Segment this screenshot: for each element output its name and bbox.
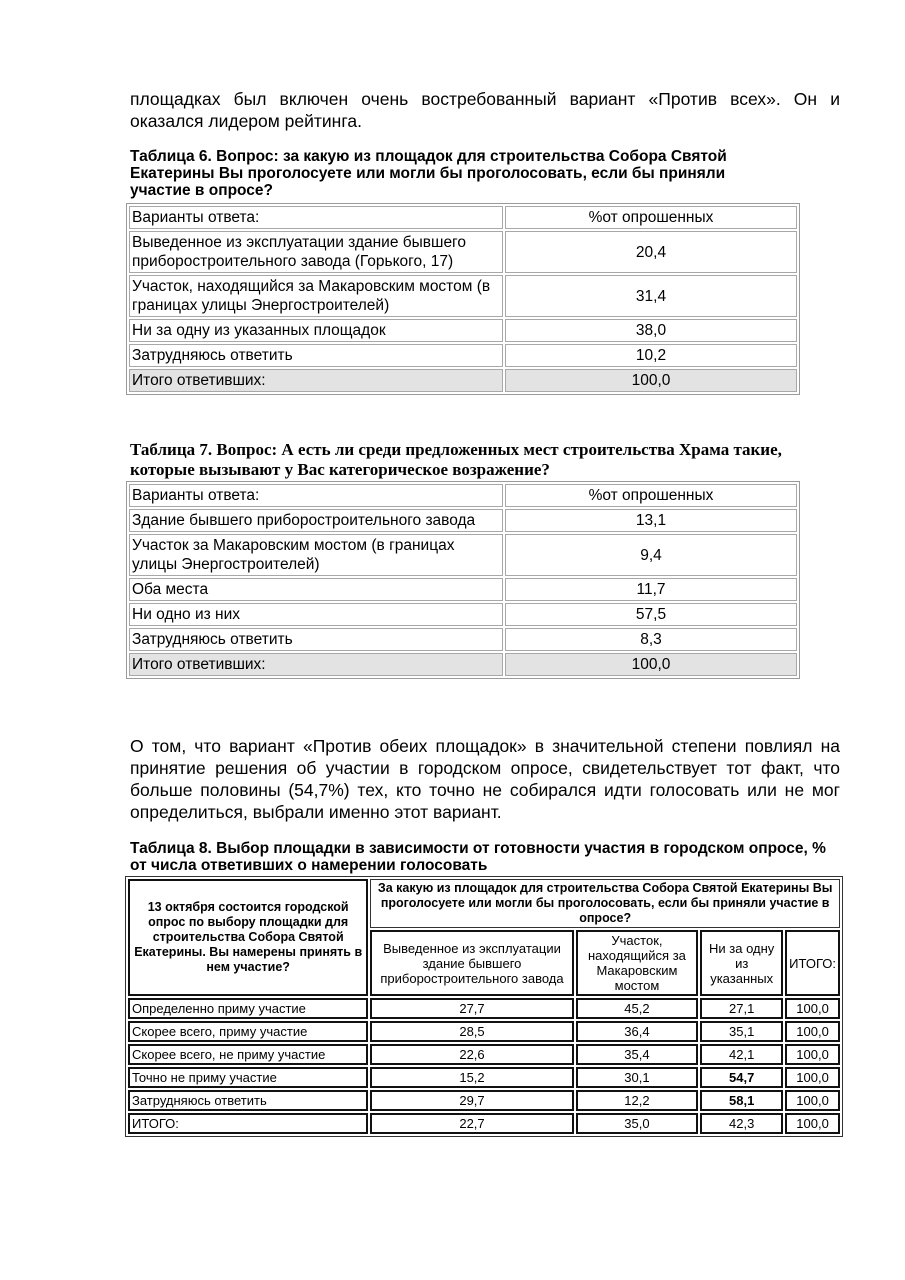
row-value: 8,3 — [505, 628, 797, 651]
table-cell: 29,7 — [370, 1090, 573, 1111]
table-cell: 35,1 — [700, 1021, 783, 1042]
row-value: 38,0 — [505, 319, 797, 342]
row-value: 11,7 — [505, 578, 797, 601]
row-value: 10,2 — [505, 344, 797, 367]
table-row — [128, 1090, 840, 1111]
table8-caption: Таблица 8. Выбор площадки в зависимости от готовности участия в городском опросе, % от числа ответивших о намерении голосовать — [130, 840, 826, 874]
total-label: ИТОГО: — [128, 1113, 368, 1134]
table-total-row — [129, 369, 797, 392]
table-row — [129, 628, 797, 651]
header-cell: %от опрошенных — [505, 484, 797, 507]
row-header-cell: 13 октября состоится городской опрос по выбору площадки для строительства Собора Святой Екатерины. Вы намерены принять в нем участие? — [128, 879, 368, 996]
header-cell: Варианты ответа: — [129, 206, 503, 229]
table-cell: 45,2 — [576, 998, 699, 1019]
row-label: Скорее всего, приму участие — [128, 1021, 368, 1042]
table6 — [126, 203, 800, 395]
table-row — [129, 509, 797, 532]
row-value: 57,5 — [505, 603, 797, 626]
row-value: 31,4 — [505, 275, 797, 317]
table-cell: 100,0 — [785, 1067, 840, 1088]
column-header: ИТОГО: — [785, 930, 840, 996]
table7-caption: Таблица 7. Вопрос: А есть ли среди предложенных мест строительства Храма такие, которые вызывают у Вас категорическое возражение? — [130, 440, 782, 479]
table-row — [129, 578, 797, 601]
total-cell: 22,7 — [370, 1113, 573, 1134]
middle-paragraph: О том, что вариант «Против обеих площадок» в значительной степени повлиял на принятие решения об участии в городском опросе, свидетельствует тот факт, что больше половины (54,7%) тех, кто точно не собирался идти голосовать или не мог определиться, выбрали именно этот вариант. — [130, 736, 840, 822]
row-label: Здание бывшего приборостроительного завода — [129, 509, 503, 532]
table-cell: 22,6 — [370, 1044, 573, 1065]
total-value: 100,0 — [505, 369, 797, 392]
total-cell: 35,0 — [576, 1113, 699, 1134]
table-row — [128, 998, 840, 1019]
header-cell: %от опрошенных — [505, 206, 797, 229]
table-cell: 36,4 — [576, 1021, 699, 1042]
total-cell: 42,3 — [700, 1113, 783, 1134]
total-label: Итого ответивших: — [129, 369, 503, 392]
row-label: Ни одно из них — [129, 603, 503, 626]
table-cell: 12,2 — [576, 1090, 699, 1111]
table-cell: 100,0 — [785, 1021, 840, 1042]
table-cell-highlight: 58,1 — [700, 1090, 783, 1111]
table7 — [126, 481, 800, 679]
table6-caption: Таблица 6. Вопрос: за какую из площадок для строительства Собора Святой Екатерины Вы проголосуете или могли бы проголосовать, если бы приняли участие в опросе? — [130, 148, 727, 199]
row-label: Затрудняюсь ответить — [128, 1090, 368, 1111]
table-cell: 30,1 — [576, 1067, 699, 1088]
table-cell: 27,1 — [700, 998, 783, 1019]
table-total-row — [128, 1113, 840, 1134]
table-cell: 100,0 — [785, 998, 840, 1019]
row-label: Точно не приму участие — [128, 1067, 368, 1088]
row-label: Скорее всего, не приму участие — [128, 1044, 368, 1065]
column-header: Участок, находящийся за Макаровским мостом — [576, 930, 699, 996]
row-value: 9,4 — [505, 534, 797, 576]
table-total-row — [129, 653, 797, 676]
table-cell: 28,5 — [370, 1021, 573, 1042]
table-row — [128, 1044, 840, 1065]
table-cell: 100,0 — [785, 1090, 840, 1111]
row-label: Затрудняюсь ответить — [129, 628, 503, 651]
header-cell: Варианты ответа: — [129, 484, 503, 507]
column-header: Ни за одну из указанных — [700, 930, 783, 996]
row-label: Затрудняюсь ответить — [129, 344, 503, 367]
total-cell: 100,0 — [785, 1113, 840, 1134]
table-header-row — [129, 484, 797, 507]
table-row — [129, 344, 797, 367]
table-row — [128, 1021, 840, 1042]
table-cell-highlight: 54,7 — [700, 1067, 783, 1088]
row-value: 13,1 — [505, 509, 797, 532]
table-cell: 15,2 — [370, 1067, 573, 1088]
table-cell: 35,4 — [576, 1044, 699, 1065]
table-row — [129, 534, 797, 576]
table-row — [129, 603, 797, 626]
table-header-row — [128, 879, 840, 928]
column-header: Выведенное из эксплуатации здание бывшего приборостроительного завода — [370, 930, 573, 996]
row-label: Оба места — [129, 578, 503, 601]
table-row — [129, 231, 797, 273]
table-cell: 100,0 — [785, 1044, 840, 1065]
intro-paragraph: площадках был включен очень востребованный вариант «Против всех». Он и оказался лидером рейтинга. — [130, 89, 840, 131]
row-label: Участок, находящийся за Макаровским мостом (в границах улицы Энергостроителей) — [129, 275, 503, 317]
row-label: Ни за одну из указанных площадок — [129, 319, 503, 342]
table-row — [129, 275, 797, 317]
table-row — [129, 319, 797, 342]
total-value: 100,0 — [505, 653, 797, 676]
table-cell: 42,1 — [700, 1044, 783, 1065]
table-header-row — [129, 206, 797, 229]
table-cell: 27,7 — [370, 998, 573, 1019]
row-label: Определенно приму участие — [128, 998, 368, 1019]
column-group-header: За какую из площадок для строительства Собора Святой Екатерины Вы проголосуете или могли бы проголосовать, если бы приняли участие в опросе? — [370, 879, 840, 928]
table8 — [125, 876, 843, 1137]
row-label: Выведенное из эксплуатации здание бывшего приборостроительного завода (Горького, 17) — [129, 231, 503, 273]
row-value: 20,4 — [505, 231, 797, 273]
row-label: Участок за Макаровским мостом (в границах улицы Энергостроителей) — [129, 534, 503, 576]
total-label: Итого ответивших: — [129, 653, 503, 676]
table-row — [128, 1067, 840, 1088]
